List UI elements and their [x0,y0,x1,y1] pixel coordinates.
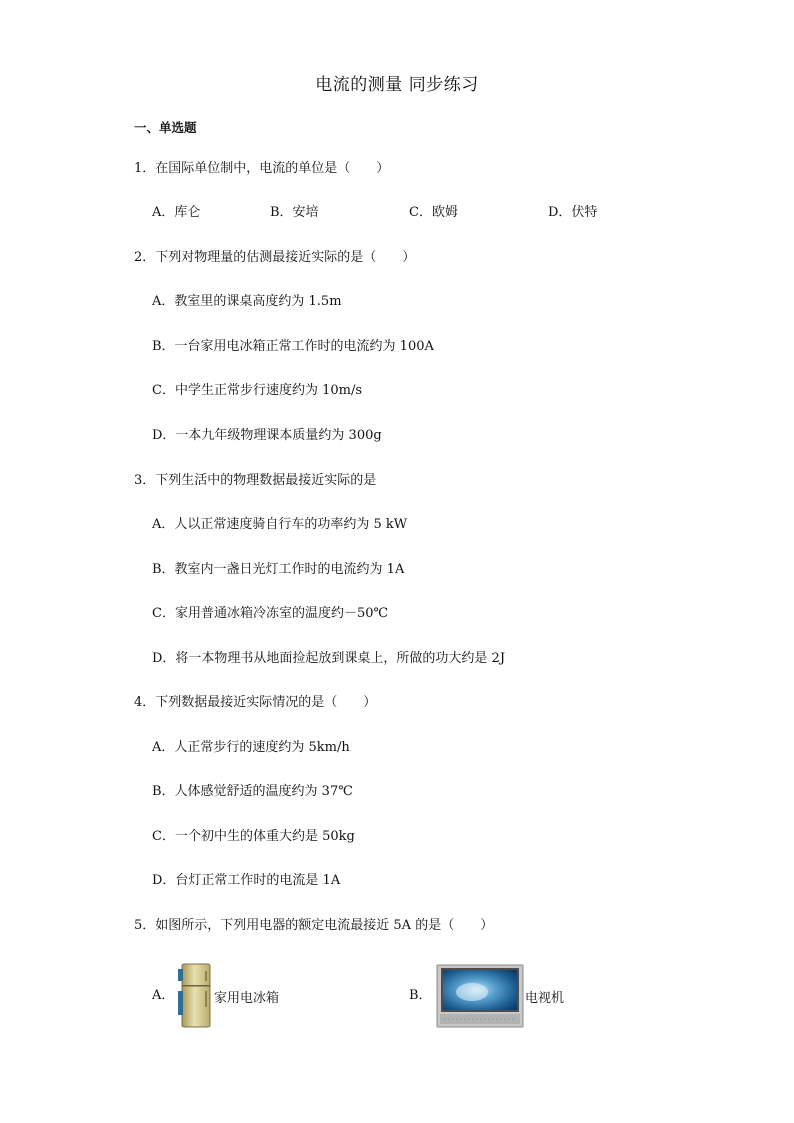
question-1-stem: 1．在国际单位制中，电流的单位是（ ） [134,161,390,176]
question-3-stem: 3．下列生活中的物理数据最接近实际的是 [134,473,377,488]
q3-option-b: B．教室内一盏日光灯工作时的电流约为 1A [152,562,405,577]
q3-option-c: C．家用普通冰箱冷冻室的温度约－50℃ [152,606,389,621]
q5-option-a-letter: A． [152,988,175,1003]
q5-option-b-label: 电视机 [525,991,565,1006]
q1-option-d: D．伏特 [548,205,598,220]
television-image [436,964,524,1028]
q1-option-b: B．安培 [270,205,319,220]
q3-option-a: A．人以正常速度骑自行车的功率约为 5 kW [152,517,408,532]
question-2-stem: 2．下列对物理量的估测最接近实际的是（ ） [134,250,416,265]
q2-option-b: B．一台家用电冰箱正常工作时的电流约为 100A [152,339,434,354]
q2-option-c: C．中学生正常步行速度约为 10m/s [152,383,362,398]
q4-option-d: D．台灯正常工作时的电流是 1A [152,873,341,888]
q1-option-c: C．欧姆 [409,205,458,220]
q4-option-b: B．人体感觉舒适的温度约为 37℃ [152,784,353,799]
page-title: 电流的测量 同步练习 [315,75,479,95]
q5-option-b-letter: B． [409,988,432,1003]
q2-option-d: D．一本九年级物理课本质量约为 300g [152,428,382,443]
q4-option-a: A．人正常步行的速度约为 5km/h [152,740,350,755]
section-heading: 一、单选题 [134,120,197,135]
question-5-stem: 5．如图所示，下列用电器的额定电流最接近 5A 的是（ ） [134,918,494,933]
q1-option-a: A．库仑 [152,205,201,220]
q4-option-c: C．一个初中生的体重大约是 50kg [152,829,355,844]
refrigerator-image [178,963,214,1029]
q3-option-d: D．将一本物理书从地面捡起放到课桌上，所做的功大约是 2J [152,651,506,666]
q5-option-a-label: 家用电冰箱 [214,991,280,1006]
question-4-stem: 4．下列数据最接近实际情况的是（ ） [134,695,377,710]
q2-option-a: A．教室里的课桌高度约为 1.5m [152,294,342,309]
